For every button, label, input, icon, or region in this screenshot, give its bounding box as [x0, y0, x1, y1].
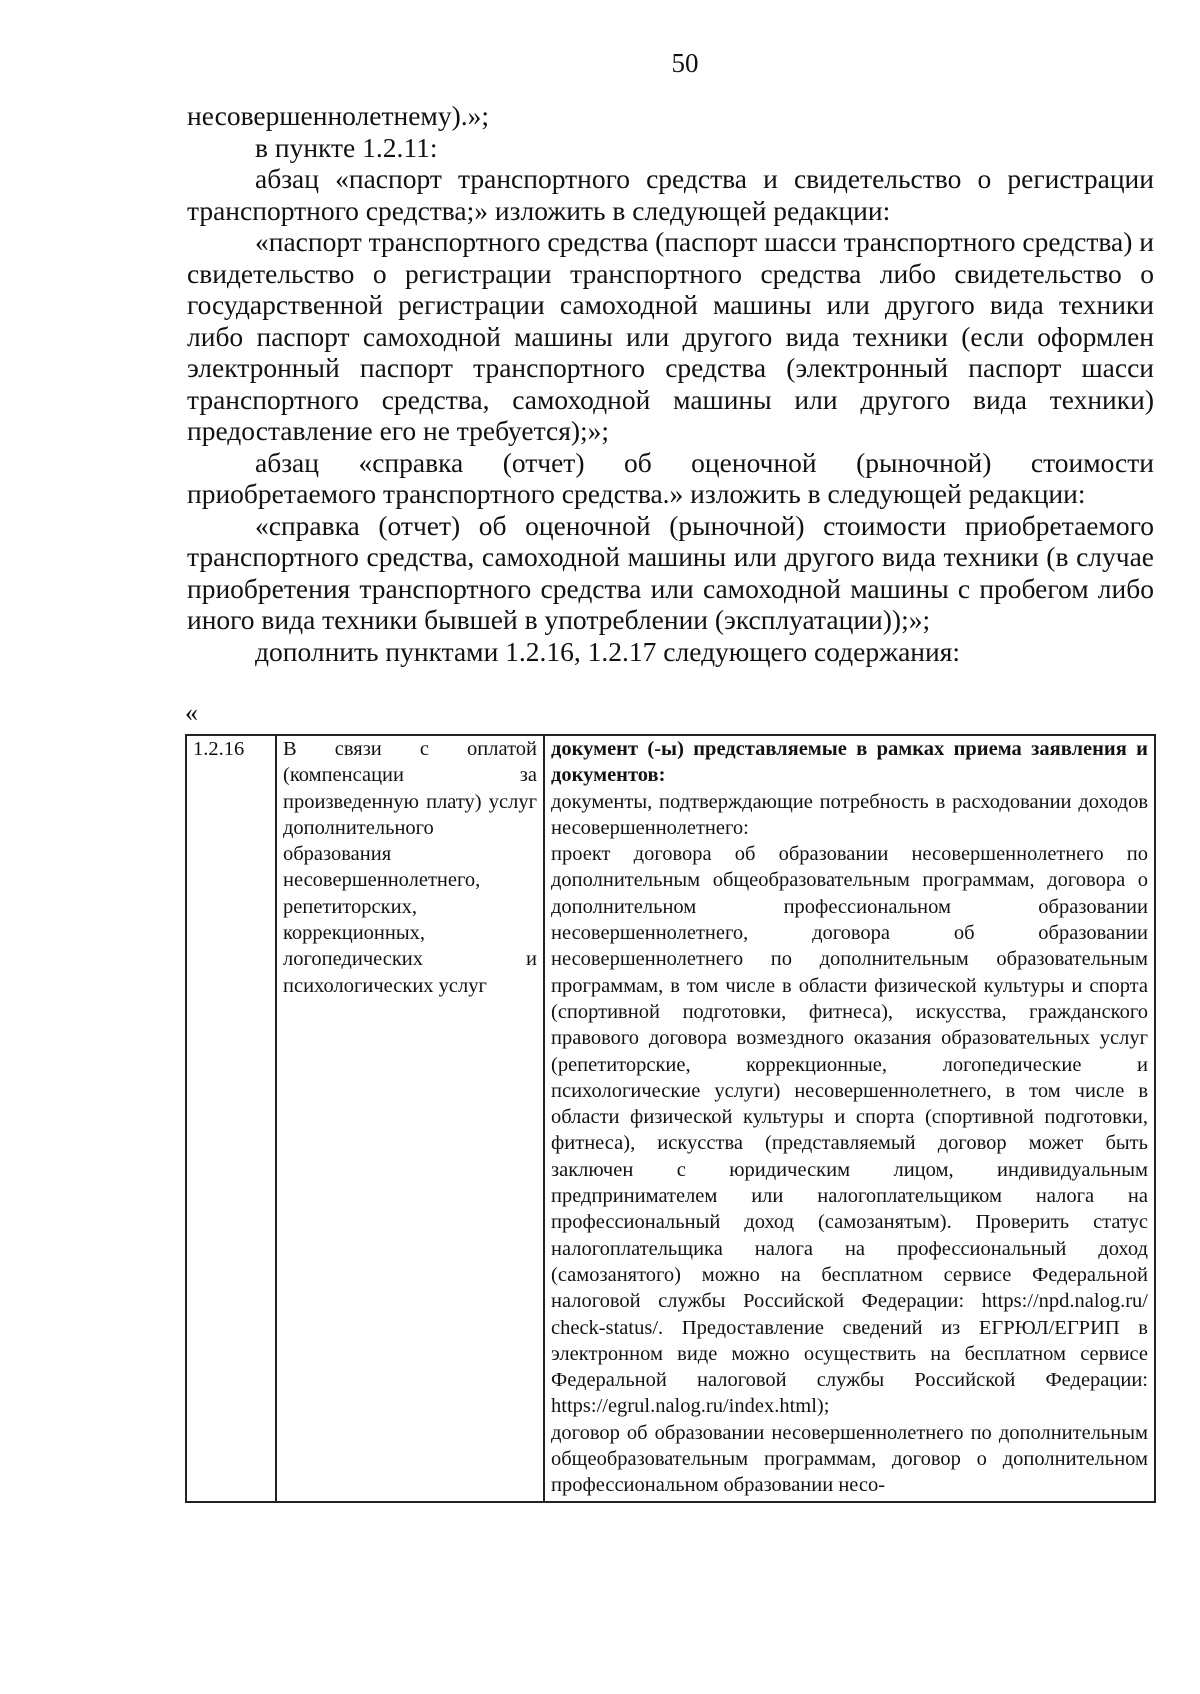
insert-table [185, 734, 1156, 1503]
item-number-cell: 1.2.16 [186, 735, 276, 1502]
documents-paragraph-2: проект договора об образовании несовершеннолетнего по дополнительным общеобразовательным программам, договора о дополнительном профессиональном образовании несовершеннолетнего, договора об образовании несовершеннолетнего по дополнительным образовательным программам, в том числе в области физической культуры и спорта (спортивной подготовки, фитнеса), искусства, гражданского правового договора возмездного оказания образовательных услуг (репетиторские, коррекционные, логопедические и психологические услуги) несовершеннолетнего, в том числе в области физической культуры и спорта (спортивной подготовки, фитнеса), искусства (представляемый договор может быть заключен с юридическим лицом, индивидуальным предпринимателем или налогоплательщиком налога на профессиональный доход (самозанятым). Проверить статус налогоплательщика налога на профессиональный доход (самозанятого) можно на бесплатном сервисе Федеральной налоговой службы Российской Федерации: https://npd.nalog.ru/ check-status/. Предоставление сведений из ЕГРЮЛ/ЕГРИП в электронном виде можно осуществить на бесплатном сервисе Федеральной налоговой службы Российской Федерации: https://egrul.nalog.ru/index.html); [551, 843, 1148, 1418]
paragraph-6: «справка (отчет) об оценочной (рыночной) стоимости приобретаемого транспортного средства, самоходной машины или другого вида техники (в случае приобретения транспортного средства или самоходной машины с пробегом либо иного вида техники бывшей в употреблении (эксплуатации));»; [187, 509, 1154, 635]
paragraph-2: в пункте 1.2.11: [255, 131, 438, 163]
documents-paragraph-1: документы, подтверждающие потребность в расходовании доходов несовершеннолетнего: [551, 790, 1148, 839]
paragraph-7: дополнить пунктами 1.2.16, 1.2.17 следующего содержания: [255, 635, 960, 667]
documents-paragraph-3: договор об образовании несовершеннолетнего по дополнительным общеобразовательным программам, договор о дополнительном профессиональном образовании несо- [551, 1421, 1148, 1497]
paragraph-4: «паспорт транспортного средства (паспорт шасси транспортного средства) и свидетельство о регистрации транспортного средства либо свидетельство о государственной регистрации самоходной машины или другого вида техники либо паспорт самоходной машины или другого вида техники (если оформлен электронный паспорт транспортного средства (электронный паспорт шасси транспортного средства, самоходной машины или другого вида техники) предоставление его не требуется);»; [187, 226, 1154, 446]
documents-heading: документ (-ы) представляемые в рамках приема заявления и документов: [551, 738, 1148, 787]
item-subject-cell: В связи с оплатой (компенсации за произведенную плату) услуг дополнительного образования несовершеннолетнего, репетиторских, коррекционных, логопедических и психологических услуг [276, 735, 544, 1502]
item-documents-cell [544, 735, 1155, 1502]
page-number: 50 [671, 48, 699, 78]
paragraph-1: несовершеннолетнему).»; [187, 100, 489, 131]
paragraph-5: абзац «справка (отчет) об оценочной (рыночной) стоимости приобретаемого транспортного средства.» изложить в следующей редакции: [187, 446, 1154, 509]
opening-quote: « [185, 698, 198, 727]
table-row [186, 735, 1155, 1502]
body-text [187, 100, 1154, 667]
paragraph-3: абзац «паспорт транспортного средства и свидетельство о регистрации транспортного средства;» изложить в следующей редакции: [187, 163, 1154, 226]
